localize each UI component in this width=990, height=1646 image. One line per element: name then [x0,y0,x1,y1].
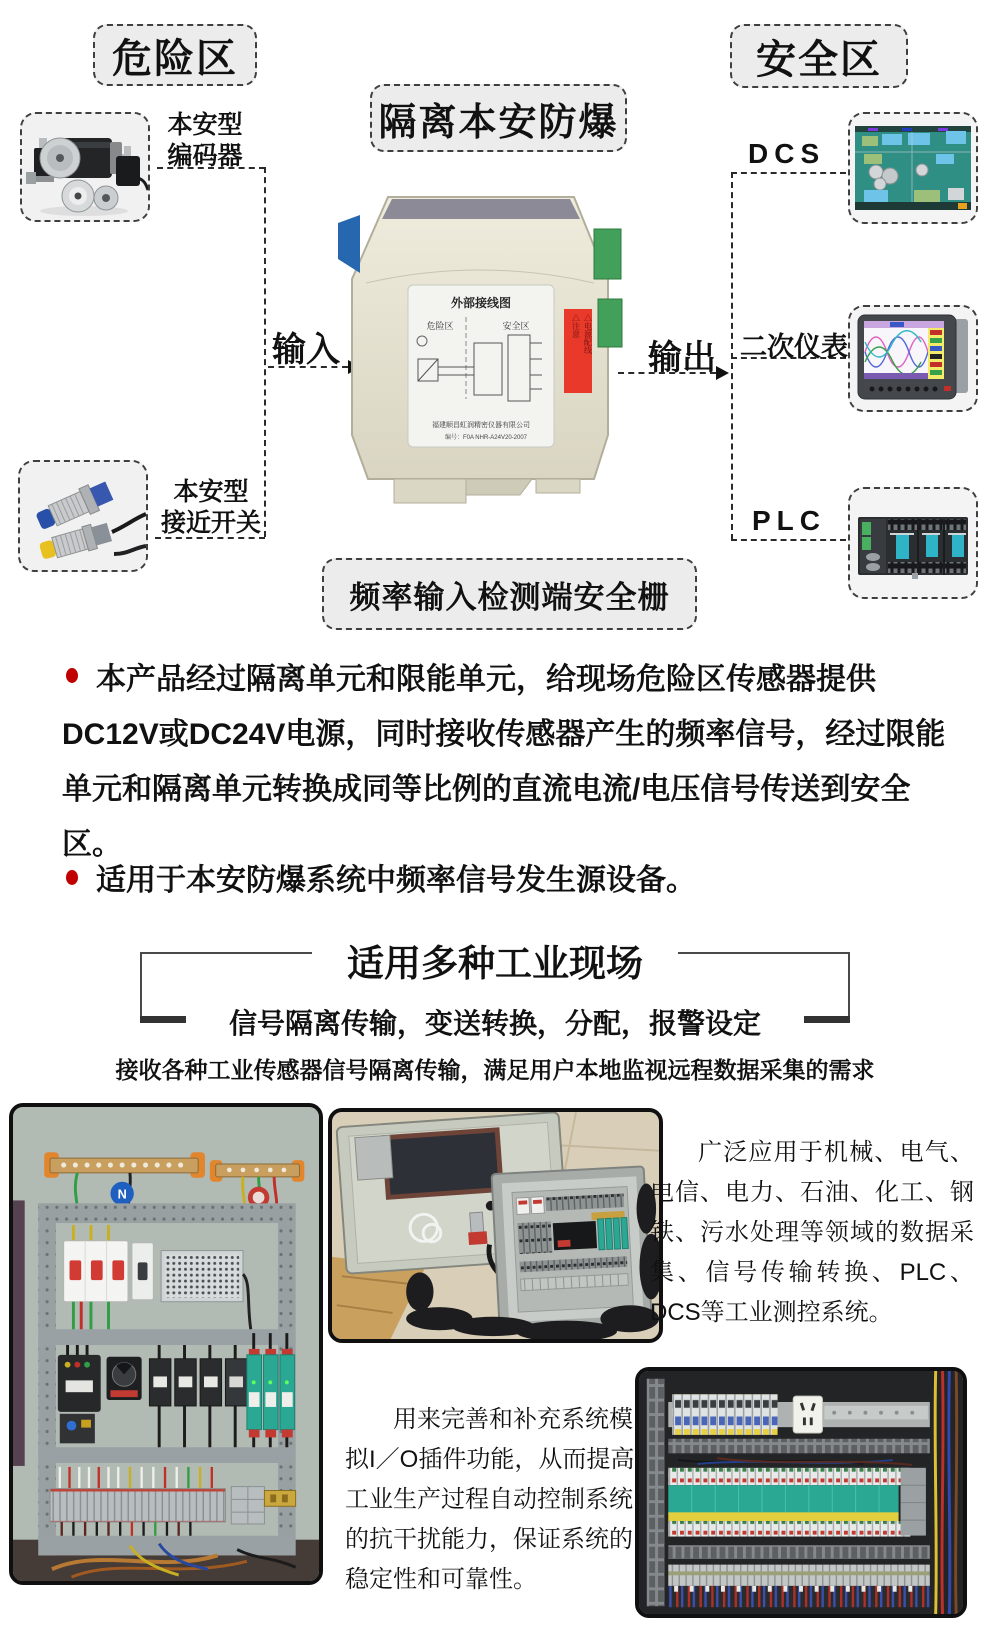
terminal-green-bottom [598,299,622,347]
feature-item-2 [62,856,964,906]
warning-text-2: △电源配线 [583,314,593,354]
junction-box-photo [328,1108,663,1343]
wire-duct-2 [668,1545,930,1559]
bullet-icon [66,870,78,885]
section-caption: 接收各种工业传感器信号隔离传输，满足用户本地监视远程数据采集的需求 [115,1057,875,1083]
label-company: 福建顺昌虹润精密仪器有限公司 [432,422,530,429]
encoder-label: 本安型 编码器 [167,111,243,170]
warning-text-1: △注意 [571,314,581,338]
dcs-screen-photo [850,114,976,222]
output-label: 输出 [648,339,716,377]
terminal-rails-photo [635,1367,967,1618]
plc-branch-line [731,539,846,541]
encoders-photo [22,114,148,220]
safe-zone-box [730,24,908,88]
proximity-connector-line [155,537,265,539]
terminal-rails-illustration [639,1371,963,1614]
output-arrowhead [716,366,729,380]
junction-box-illustration [332,1112,659,1339]
device-feet [394,479,580,503]
dcs-branch-line [731,172,846,174]
plc-photo-box [848,487,978,599]
encoder-photo-box [20,112,150,222]
recorder-photo-box [848,305,978,412]
diagram-bottom-title-box [322,558,697,630]
safety-barrier-photo [336,183,624,515]
left-wire-duct [647,1379,665,1607]
device-window [382,199,580,219]
main-title: 隔离本安防爆 [378,101,619,144]
signal-isolators [247,1333,295,1447]
hazard-zone-box [93,24,257,86]
plc-label: PLC [752,505,826,536]
section-title: 适用多种工业现场 [347,943,643,984]
device-wiring-label [408,285,554,447]
safety-barrier-device [336,183,624,515]
output-arrow-line [618,372,716,374]
feature-text-1: 本产品经过隔离单元和限能单元，给现场危险区传感器提供DC12V或DC24V电源，同时接收传感器产生的频率信号，经过限能单元和隔离单元转换成同等比例的直流电流/电压信号传送到安全区。 [62,663,946,861]
recorder-photo [850,307,976,410]
feature-item-1 [62,652,964,872]
diagram-bottom-title: 频率输入检测端安全栅 [349,579,670,615]
feature-text-2: 适用于本安防爆系统中频率信号发生源设备。 [96,864,696,897]
input-bus-line [264,167,266,537]
label-serial: 编号：F0A NHR-A24V20-2007 [444,435,528,441]
title-line-right [678,952,850,954]
proximity-label: 本安型 接近开关 [160,478,261,537]
dcs-label: DCS [748,138,826,169]
encoder-connector-line [157,167,265,169]
section-subtitle: 信号隔离传输，变送转换，分配，报警设定 [228,1008,761,1039]
hazard-zone-label: 危险区 [112,36,238,81]
terminal-green-top [594,229,621,279]
warning-sticker [564,309,593,393]
dcs-photo-box [848,112,978,224]
plc-photo [850,489,976,597]
application-fields-text: 广泛应用于机械、电气、电信、电力、石油、化工、钢铁、污水处理等领域的数据采集、信号传输转换、PLC、DCS等工业测控系统。 [650,1139,974,1326]
application-purpose-text: 用来完善和补充系统模拟I／O插件功能，从而提高工业生产过程自动控制系统的抗干扰能力，保证系统的稳定性和可靠性。 [345,1406,635,1593]
bottom-rail [668,1565,930,1608]
proximity-switches-photo [20,462,146,570]
relay-terminal-band [668,1468,926,1537]
input-label: 输入 [272,331,340,369]
output-bus-line [731,172,733,540]
control-cabinet-illustration [13,1107,319,1581]
main-title-box [370,84,627,152]
wire-duct-1 [668,1439,930,1454]
label-zone-right: 安全区 [502,321,530,331]
meter-label: 二次仪表 [740,332,848,362]
bullet-icon [66,668,78,683]
proximity-photo-box [18,460,148,572]
badge-letter: N [117,1186,127,1202]
title-line-left [140,952,312,954]
control-cabinet-photo [9,1103,323,1585]
safe-zone-label: 安全区 [756,37,882,82]
label-zone-left: 危险区 [426,321,454,331]
label-title: 外部接线图 [450,296,512,310]
din-clip-blue [338,215,360,273]
